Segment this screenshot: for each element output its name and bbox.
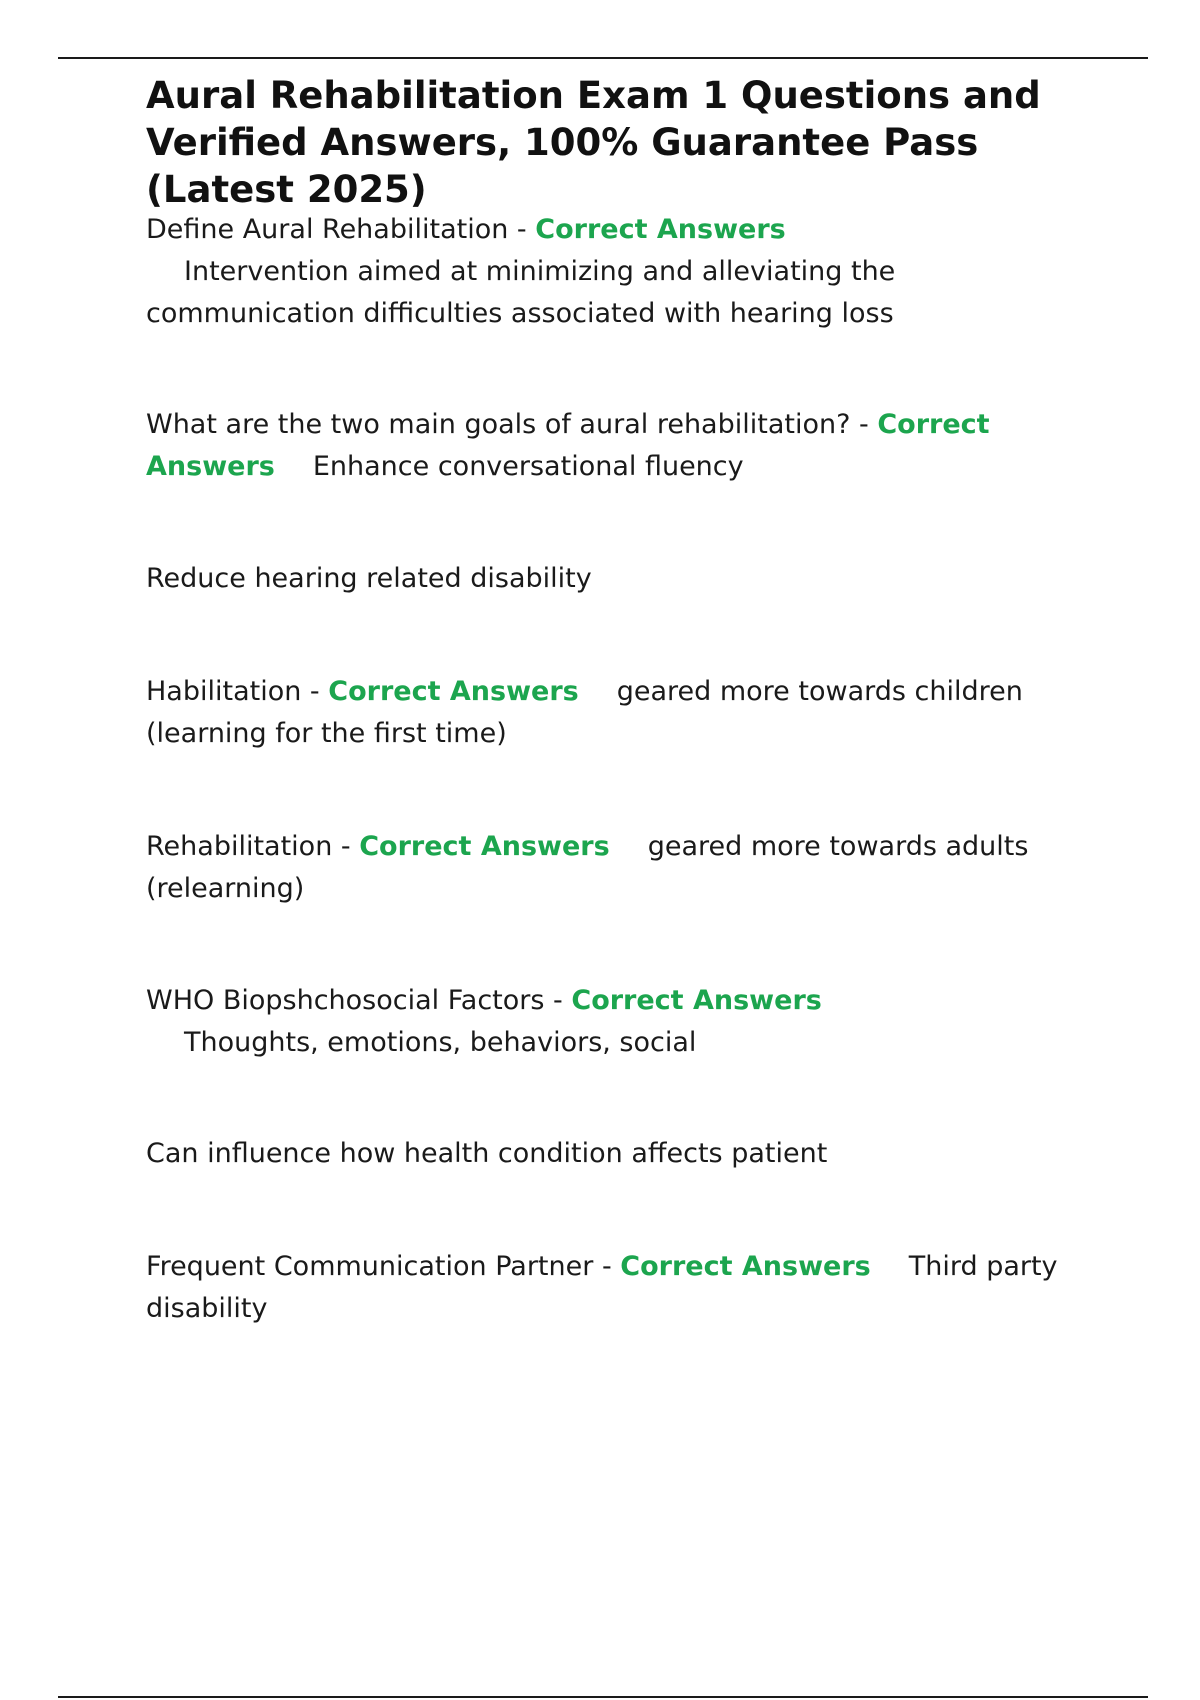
document-title: Aural Rehabilitation Exam 1 Questions and Verified Answers, 100% Guarantee Pass (Latest 2025) (146, 74, 1041, 211)
answer: Thoughts, emotions, behaviors, social (184, 1027, 697, 1058)
question: Rehabilitation (146, 831, 333, 862)
separator: - (850, 409, 878, 440)
qa-item (146, 1246, 1091, 1330)
separator: - (301, 676, 329, 707)
correct-answers-label: Correct Answers (620, 1251, 871, 1282)
qa-item (146, 826, 1091, 910)
answer: Enhance conversational fluency (312, 451, 744, 482)
answer-continuation: Can influence how health condition affects patient (146, 1138, 828, 1169)
top-rule (58, 57, 1148, 59)
separator: - (593, 1251, 621, 1282)
qa-item (146, 404, 1091, 488)
correct-answers-label: Correct Answers (146, 409, 990, 482)
correct-answers-label: Correct Answers (535, 214, 786, 245)
answer-continuation: Reduce hearing related disability (146, 563, 592, 594)
question: WHO Biopshchosocial Factors (146, 985, 545, 1016)
answer: Intervention aimed at minimizing and alleviating the communication difficulties associated with hearing loss (146, 256, 896, 329)
separator: - (332, 831, 360, 862)
bottom-rule (58, 1696, 1148, 1698)
qa-item (146, 209, 1091, 335)
answer: Third party disability (146, 1251, 1058, 1324)
qa-item (146, 671, 1091, 755)
correct-answers-label: Correct Answers (571, 985, 822, 1016)
question: Frequent Communication Partner (146, 1251, 594, 1282)
qa-item (146, 980, 1091, 1064)
question: What are the two main goals of aural rehabilitation? (146, 409, 851, 440)
answer: geared more towards children (learning for the first time) (146, 676, 1023, 749)
separator: - (508, 214, 536, 245)
correct-answers-label: Correct Answers (359, 831, 610, 862)
question: Define Aural Rehabilitation (146, 214, 509, 245)
answer: geared more towards adults (relearning) (146, 831, 1029, 904)
question: Habilitation (146, 676, 302, 707)
separator: - (544, 985, 572, 1016)
correct-answers-label: Correct Answers (328, 676, 579, 707)
